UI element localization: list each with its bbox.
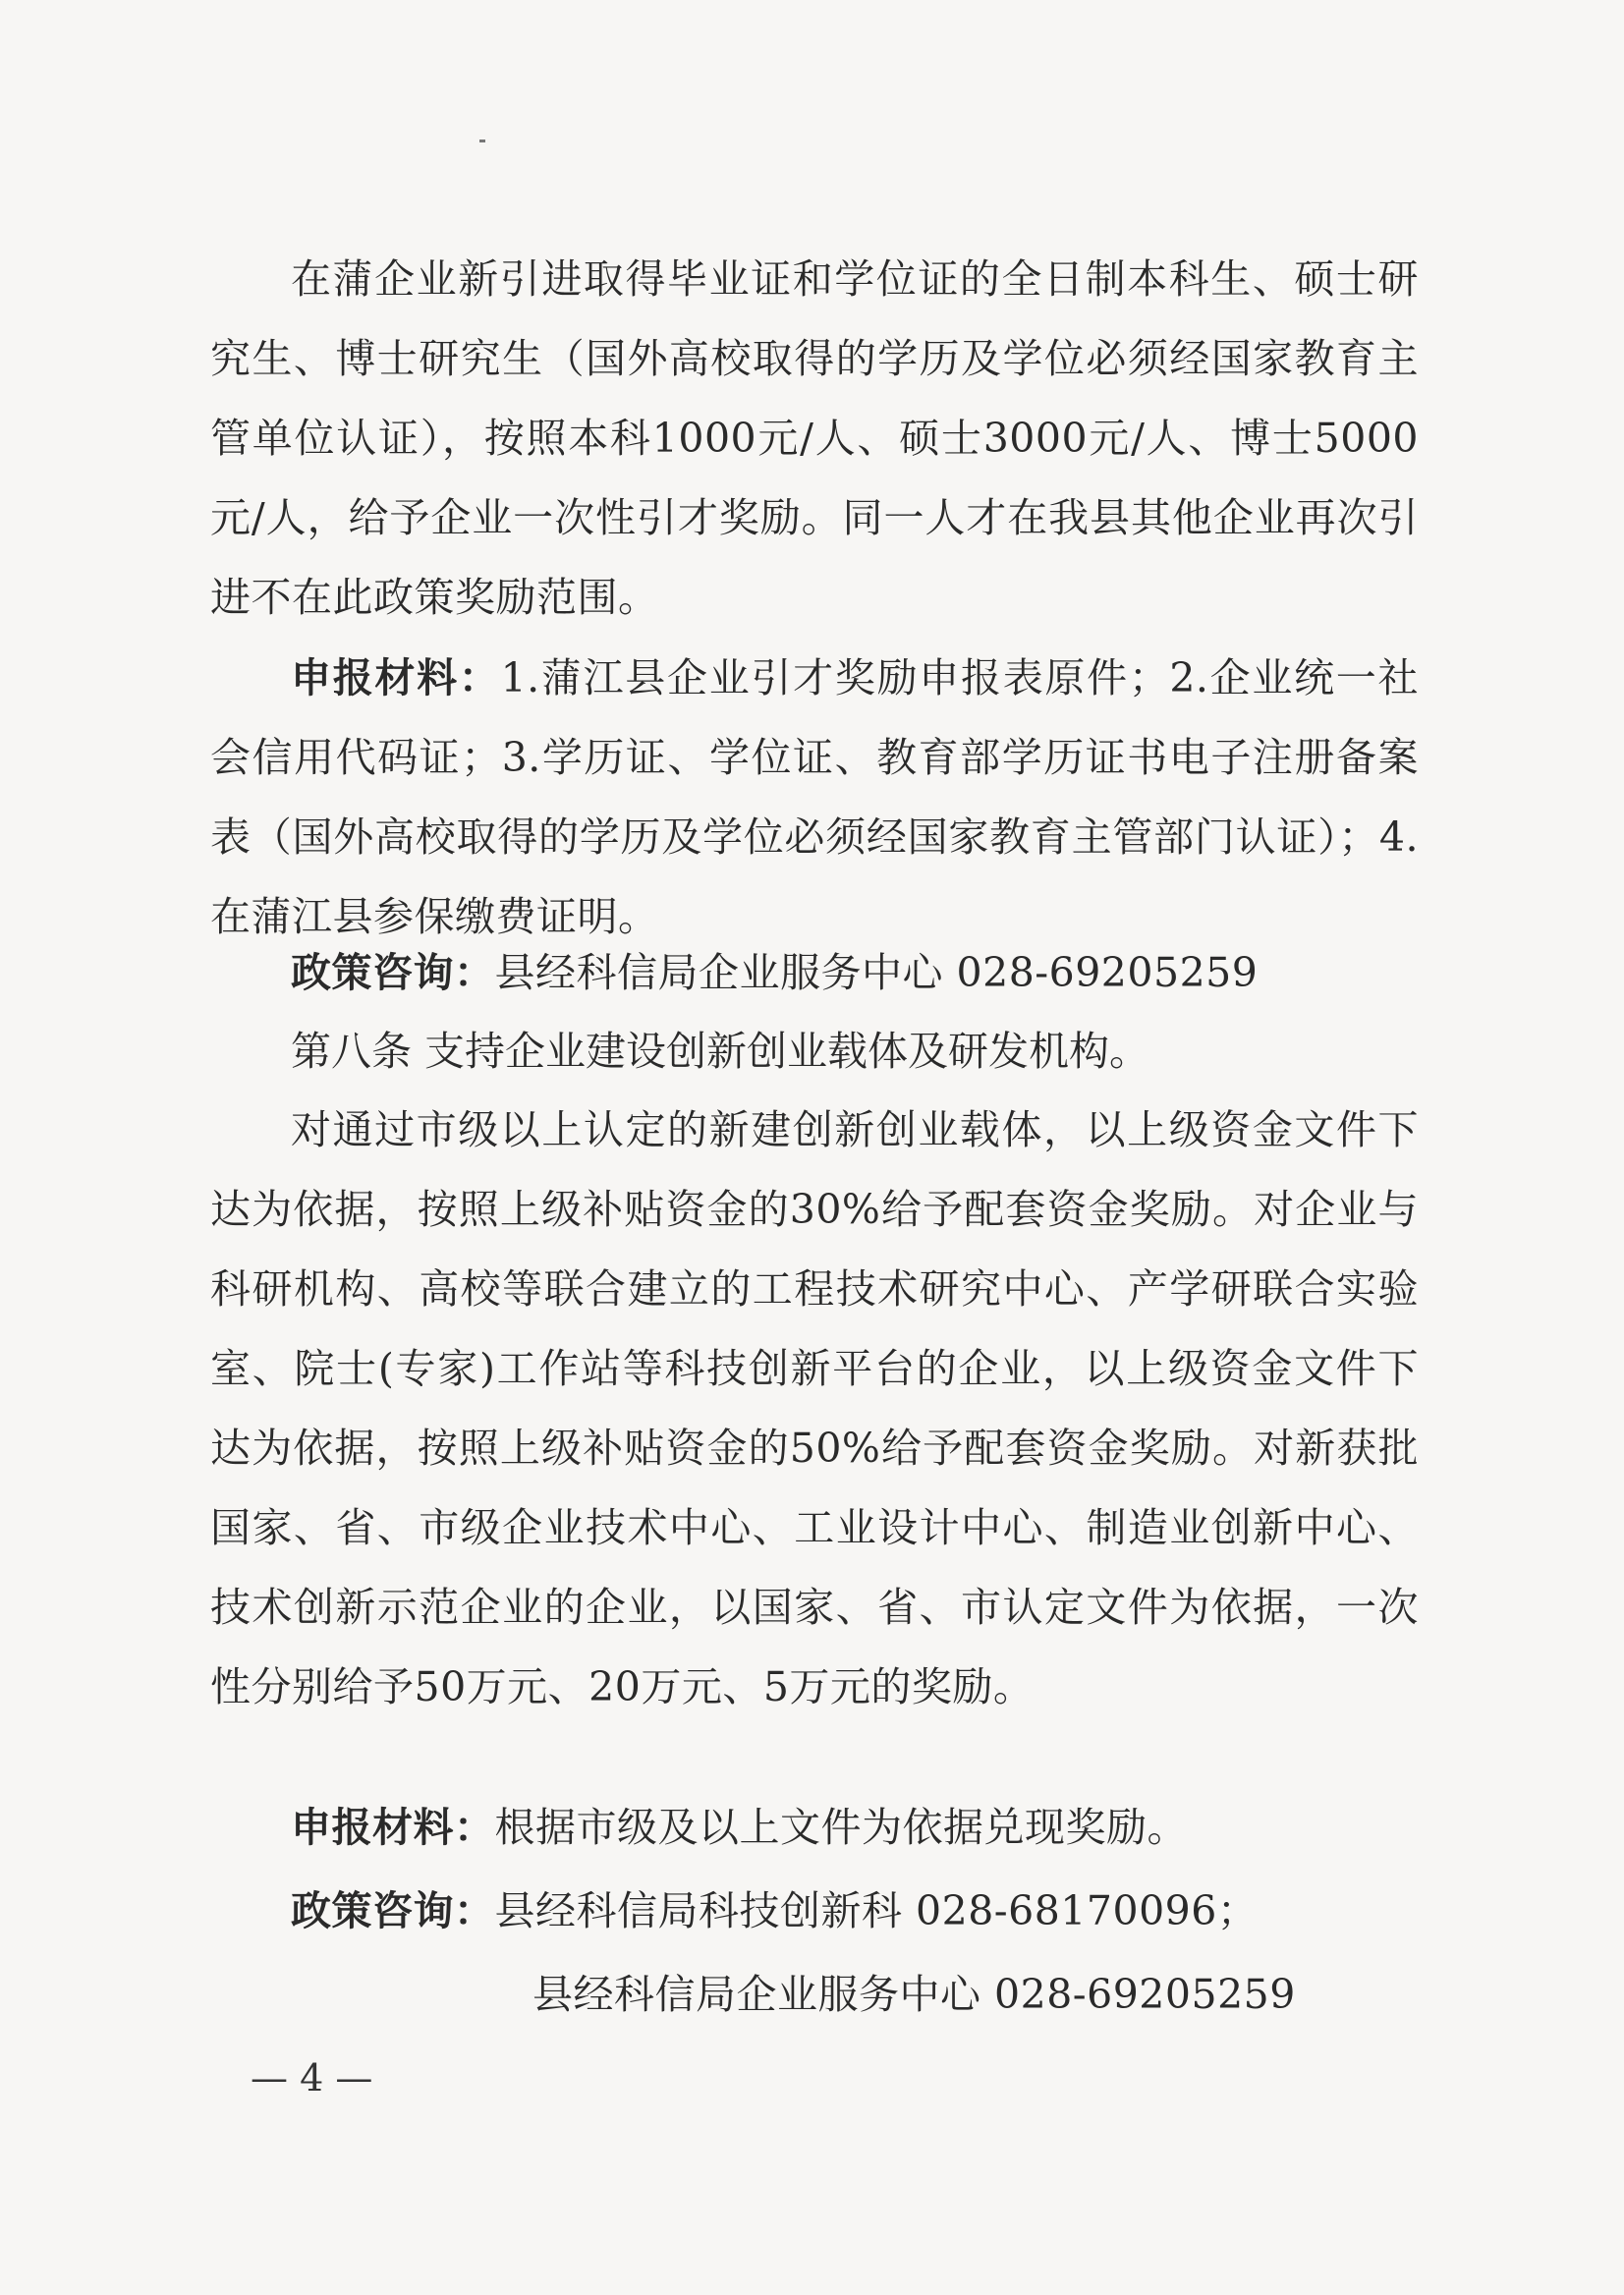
label-application-materials-2: 申报材料：: [291, 1804, 495, 1851]
paragraph-policy-consult-1: [210, 933, 1419, 1013]
article-eight-heading: 第八条 支持企业建设创新创业载体及研发机构。: [291, 1028, 1150, 1075]
policy-consult-text: 县经科信局企业服务中心 028-69205259: [494, 949, 1259, 996]
paragraph-application-materials-2: [210, 1788, 1419, 1868]
paragraph-innovation-support: 对通过市级以上认定的新建创新创业载体，以上级资金文件下达为依据，按照上级补贴资金的30%给予配套资金奖励。对企业与科研机构、高校等联合建立的工程技术研究中心、产学研联合实验室、院士(专家)工作站等科技创新平台的企业，以上级资金文件下达为依据，按照上级补贴资金的50%给予配套资金奖励。对新获批国家、省、市级企业技术中心、工业设计中心、制造业创新中心、技术创新示范企业的企业，以国家、省、市认定文件为依据，一次性分别给予50万元、20万元、5万元的奖励。: [210, 1106, 1419, 1710]
policy-consult-text-2: 县经科信局科技创新科 028-68170096；: [494, 1887, 1259, 1934]
scan-mark: [479, 140, 485, 142]
label-application-materials: 申报材料：: [291, 654, 501, 701]
paragraph-talent-reward: 在蒲企业新引进取得毕业证和学位证的全日制本科生、硕士研究生、博士研究生（国外高校取得的学历及学位必须经国家教育主管单位认证），按照本科1000元/人、硕士3000元/人、博士5000元/人，给予企业一次性引才奖励。同一人才在我县其他企业再次引进不在此政策奖励范围。: [210, 255, 1419, 621]
paragraph-policy-consult-2: [210, 1872, 1419, 1951]
application-materials-text-2: 根据市级及以上文件为依据兑现奖励。: [494, 1804, 1188, 1851]
page-number: — 4 —: [251, 2056, 373, 2099]
policy-consult-text-3: 县经科信局企业服务中心 028-69205259: [532, 1971, 1296, 2018]
paragraph-application-materials-1: [210, 639, 1419, 957]
label-policy-consult-2: 政策咨询：: [291, 1887, 495, 1934]
application-materials-text: 1.蒲江县企业引才奖励申报表原件；2.企业统一社会信用代码证；3.学历证、学位证、教育部学历证书电子注册备案表（国外高校取得的学历及学位必须经国家教育主管部门认证）；4.在蒲江县参保缴费证明。: [210, 654, 1420, 940]
label-policy-consult: 政策咨询：: [291, 949, 495, 996]
